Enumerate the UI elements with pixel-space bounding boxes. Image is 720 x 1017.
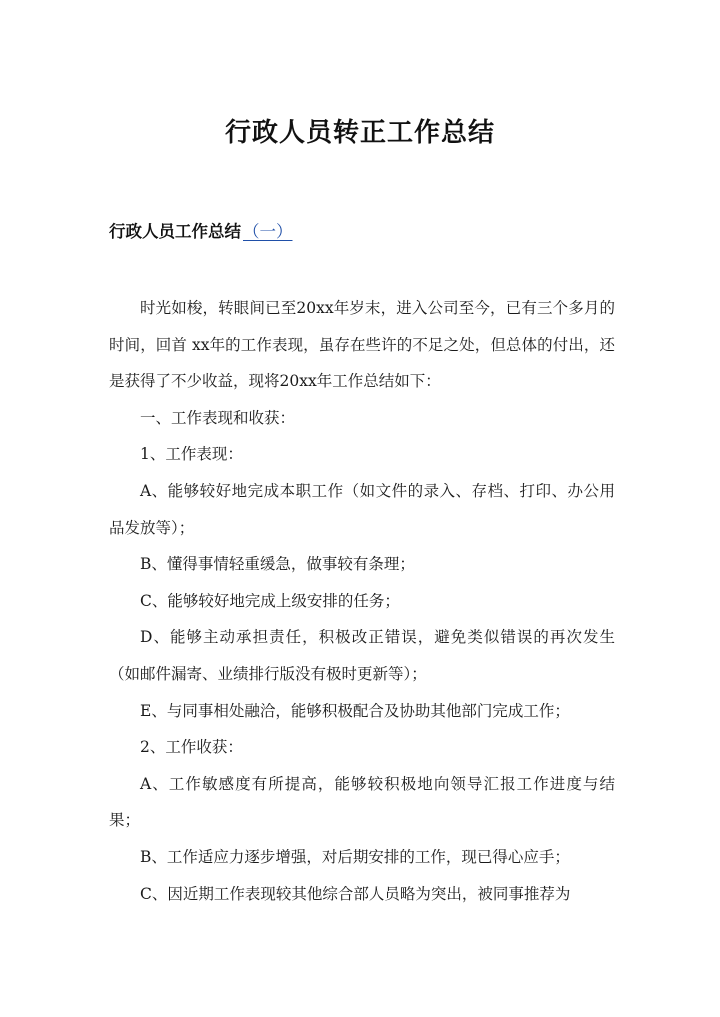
paragraph-item-c: C、能够较好地完成上级安排的任务； — [140, 591, 400, 610]
paragraph-section-1: 一、工作表现和收获： — [140, 408, 296, 427]
paragraph-item-b: B、懂得事情轻重缓急，做事较有条理； — [140, 555, 415, 574]
paragraph-subsection-performance: 1、工作表现： — [140, 445, 243, 464]
section-number-link[interactable]: （一） — [243, 222, 293, 241]
paragraph-gain-b: B、工作适应力逐步增强，对后期安排的工作，现已得心应手； — [140, 847, 570, 866]
paragraph-subsection-gains: 2、工作收获： — [140, 738, 243, 757]
paragraph-item-d: D、能够主动承担责任，积极改正错误，避免类似错误的再次发生（如邮件漏寄、业绩排行版没有极时更新等）； — [109, 628, 615, 683]
paragraph-gain-c: C、因近期工作表现较其他综合部人员略为突出，被同事推荐为 — [140, 884, 571, 903]
paragraph-intro: 时光如梭，转眼间已至20xx年岁末，进入公司至今，已有三个多月的时间，回首 xx年的工作表现，虽存在些许的不足之处，但总体的付出，还是获得了不少收益，现将20xx年工作总结如下： — [109, 299, 615, 391]
section-heading-text: 行政人员工作总结 — [109, 222, 241, 241]
paragraph-gain-a: A、工作敏感度有所提高，能够较积极地向领导汇报工作进度与结果； — [109, 774, 615, 830]
paragraph-item-a: A、能够较好地完成本职工作（如文件的录入、存档、打印、办公用品发放等）； — [109, 481, 615, 537]
document-title: 行政人员转正工作总结 — [224, 118, 495, 148]
paragraph-item-e: E、与同事相处融洽，能够积极配合及协助其他部门完成工作； — [140, 701, 570, 720]
section-heading — [109, 218, 305, 242]
document-body — [109, 290, 615, 912]
